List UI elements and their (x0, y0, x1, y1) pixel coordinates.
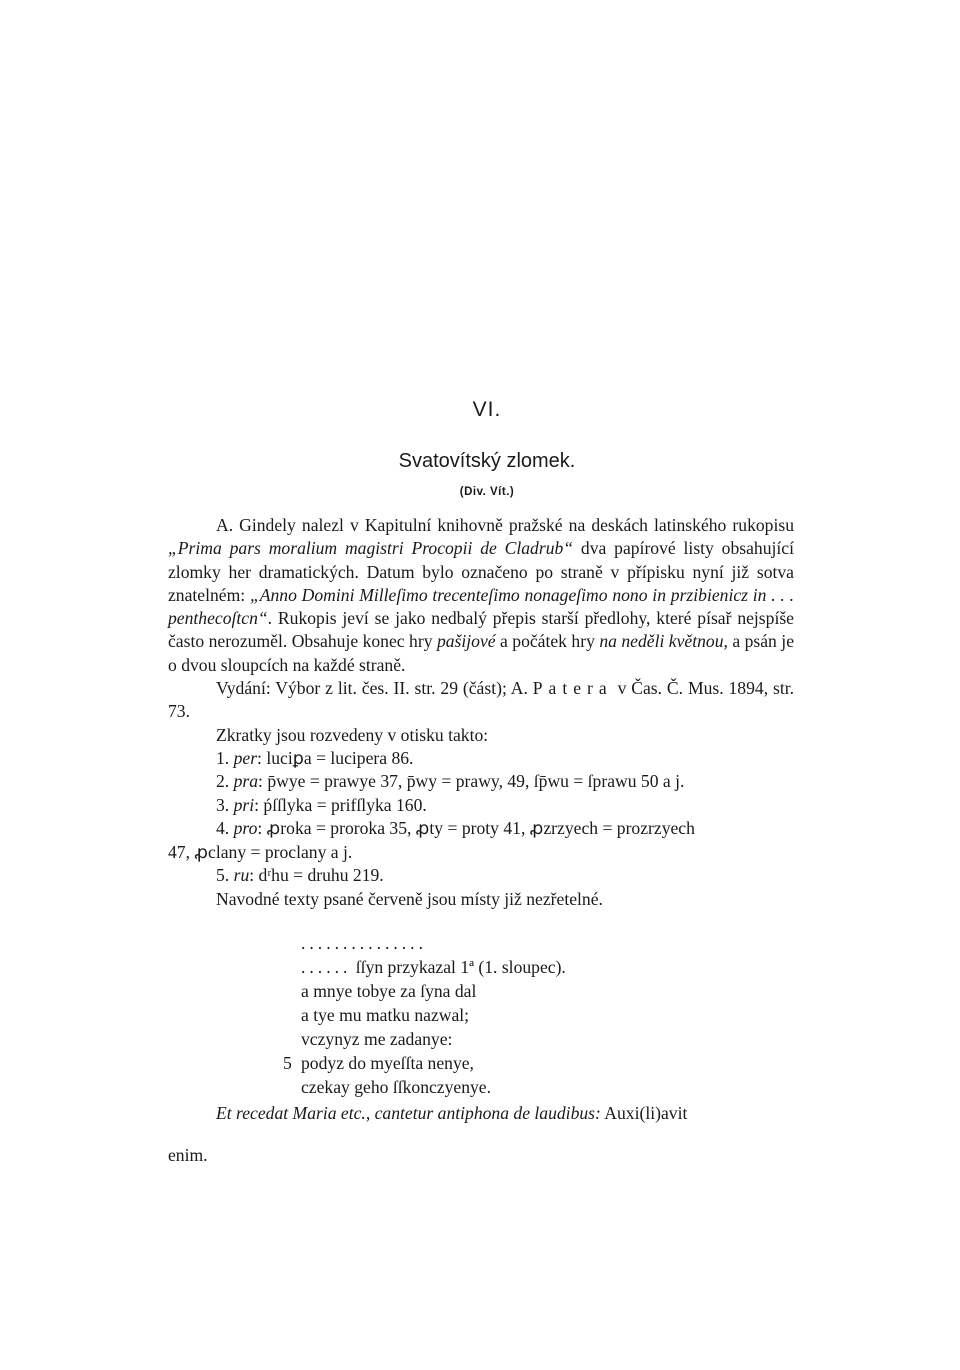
manuscript-title: „Prima pars moralium magistri Procopii de Cladrub“ (168, 538, 574, 559)
intro-text-2: dva papírové listy obsahující zlomky her dramatických. Datum bylo označeno po straně v přípisku nyní již sotva znatelném: (168, 538, 794, 605)
verse-line-2: a mnye tobye za ſyna dal (301, 980, 477, 1001)
abbreviation-item-4-continued: 47, ꝓclany = proclany a j. (168, 841, 353, 862)
verse-line-5 (283, 1051, 794, 1075)
verse-line-6: czekay geho ſſkonczyenye. (301, 1076, 492, 1097)
verse-fragment (168, 931, 794, 1099)
intro-text-5: a psán je o dvou sloupcích na každé straně. (168, 631, 794, 675)
section-title: Svatovítský zlomek. (398, 450, 576, 472)
play-palm-sunday: na neděli květnou, (599, 631, 728, 652)
verse-ellipsis: ............... (301, 932, 427, 953)
intro-paragraph (168, 514, 794, 677)
verse-line-4: vczynyz me zadanye: (301, 1028, 453, 1049)
manuscript-date: „Anno Domini Milleſimo trecenteſimo nonageſimo nono in przibienicz in . . . penthecoſtcn“ (168, 584, 794, 629)
verse-line-1 (301, 955, 794, 979)
abbreviation-text: : p̄wye = prawye 37, p̄wy = prawy, 49, ſp̄wu = ſprawu 50 a j. (258, 771, 685, 792)
abbreviation-number: 3. (216, 794, 234, 815)
abbreviation-item-5 (168, 864, 794, 887)
section-number: VI. (472, 398, 502, 421)
abbreviation-number: 5. (216, 865, 234, 886)
abbreviation-key: ru (233, 865, 250, 886)
editions-paragraph (168, 677, 794, 724)
document-page (168, 398, 794, 1184)
abbreviation-item-1 (168, 747, 794, 770)
play-passion: pašijové (436, 631, 496, 652)
stage-direction-latin: Et recedat Maria etc., cantetur antiphona de laudibus: (216, 1102, 601, 1123)
abbreviation-key: per (233, 748, 258, 769)
intro-text-1: A. Gindely nalezl v Kapitulní knihovně pražské na deskách latinského rukopisu (216, 515, 794, 535)
editor-name: Patera (532, 678, 613, 699)
verse-line-text: podyz do myeſſta nenye, (301, 1052, 474, 1073)
abbreviation-item-2 (168, 770, 794, 793)
abbreviation-key: pri (233, 794, 255, 815)
stage-direction-antiphon: Auxi(li)avit (600, 1102, 688, 1123)
intro-text-3: . Rukopis jeví se jako nedbalý přepis starší předlohy, které písař nejspíše často nerozuměl. Obsahuje konec hry (168, 608, 794, 652)
verse-line-text: ſſyn przykazal 1ª (1. sloupec). (351, 956, 566, 977)
rubric-note: Navodné texty psané červeně jsou místy již nezřetelné. (216, 888, 603, 909)
verse-line-number: 5 (283, 1052, 292, 1073)
section-abbreviation: (Div. Vít.) (459, 486, 515, 498)
abbreviations-heading: Zkratky jsou rozvedeny v otisku takto: (216, 724, 489, 745)
abbreviation-item-3 (168, 794, 794, 817)
stage-direction (168, 1101, 794, 1125)
abbreviation-key: pro (233, 818, 258, 839)
stage-direction-continued: enim. (168, 1144, 208, 1165)
verse-line-dots: ...... (301, 956, 352, 977)
editions-text-1: Vydání: Výbor z lit. čes. II. str. 29 (část); A. (216, 678, 533, 699)
abbreviation-text: : luciꝑa = lucipera 86. (257, 748, 414, 769)
abbreviation-key: pra (233, 771, 259, 792)
abbreviation-text: : ꝓroka = proroka 35, ꝓty = proty 41, ꝓzrzyech = prozrzyech (257, 818, 695, 839)
editions-text-2: v Čas. Č. Mus. 1894, str. 73. (168, 678, 794, 722)
intro-text-4: a počátek hry (495, 631, 600, 652)
abbreviation-item-4 (168, 817, 794, 840)
abbreviation-text: : ṕſſlyka = prifſlyka 160. (254, 794, 427, 815)
abbreviation-number: 4. (216, 818, 234, 839)
abbreviation-text: : dʳhu = druhu 219. (249, 865, 384, 886)
abbreviation-number: 2. (216, 771, 234, 792)
abbreviation-number: 1. (216, 748, 234, 769)
verse-line-3: a tye mu matku nazwal; (301, 1004, 470, 1025)
